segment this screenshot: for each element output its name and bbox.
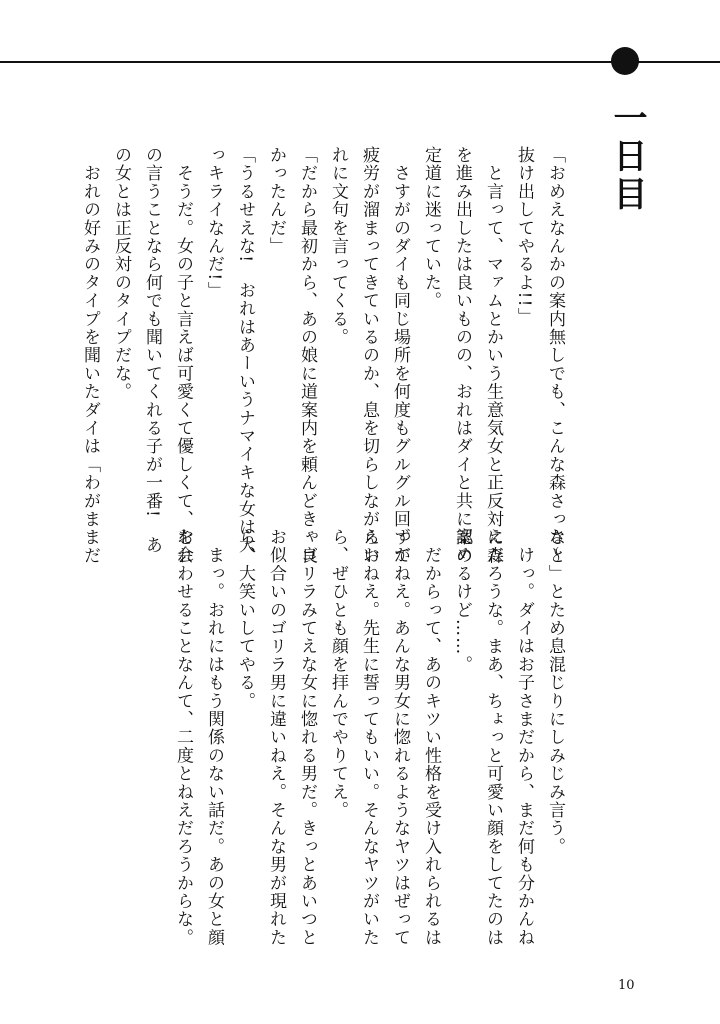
text-line: と言って、マァムとかいう生意気女と正反対に森 [483, 146, 503, 565]
text-line: っキライなんだ!」 [204, 146, 224, 300]
text-line: おれの好みのタイプを聞いたダイは「わがままだ [80, 146, 100, 565]
text-line: そうだ。女の子と言えば可愛くて優しくて、おれ [173, 146, 193, 565]
text-line: えだろうな。まあ、ちょっと可愛い顔をしてたのは [483, 528, 503, 947]
text-line: 抜け出してやるよ!!」 [514, 146, 534, 326]
text-line: 定道に迷っていた。 [421, 146, 441, 310]
text-line: まっ。おれにはもう関係のない話だ。あの女と顔 [204, 528, 224, 947]
page-number: 10 [618, 978, 635, 993]
text-block-top [74, 146, 570, 565]
text-line: ら、大笑いしてやる。 [235, 528, 255, 710]
text-block-bottom [167, 528, 570, 948]
text-line: ゴリラみてえな女に惚れる男だ。きっとあいつと [297, 528, 317, 947]
text-line: えいねえ。先生に誓ってもいい。そんなヤツがいた [359, 528, 379, 947]
text-line: ら、ぜひとも顔を拝んでやりてえ。 [328, 528, 348, 820]
text-line: 疲労が溜まってきているのか、息を切らしながらお [359, 146, 379, 565]
text-line: を進み出したは良いものの、おれはダイと共に案の [452, 146, 472, 565]
text-line: れに文句を言ってくる。 [328, 146, 348, 347]
text-line: 「だから最初から、あの娘に道案内を頼んどきゃ良 [297, 146, 317, 565]
text-line: 「うるせえな! おれはあーいうナマイキな女は大 [235, 146, 255, 555]
text-line: の女とは正反対のタイプだな。 [111, 146, 131, 401]
chapter-title: 一日目 [607, 100, 647, 214]
text-line: ずがねえ。あんな男女に惚れるようなヤツはぜって [390, 528, 410, 947]
text-line: お似合いのゴリラ男に違いねえ。そんな男が現れた [266, 528, 286, 947]
text-line: の言うことなら何でも聞いてくれる子が一番! あ [142, 146, 162, 555]
text-line: だからって、あのキツい性格を受け入れられるは [421, 528, 441, 947]
text-line: かったんだ」 [266, 146, 286, 256]
text-line: な〜」とため息混じりにしみじみ言う。 [545, 528, 565, 856]
text-line: 認めるけど……。 [452, 528, 472, 674]
text-line: を会わせることなんて、二度とねえだろうからな。 [173, 528, 193, 947]
text-line: けっ。ダイはお子さまだから、まだ何も分かんね [514, 528, 534, 947]
chapter-marker-dot [611, 47, 639, 75]
text-line: 「おめえなんかの案内無しでも、こんな森さっさと [545, 146, 565, 565]
text-line: さすがのダイも同じ場所を何度もグルグル回って [390, 146, 410, 565]
